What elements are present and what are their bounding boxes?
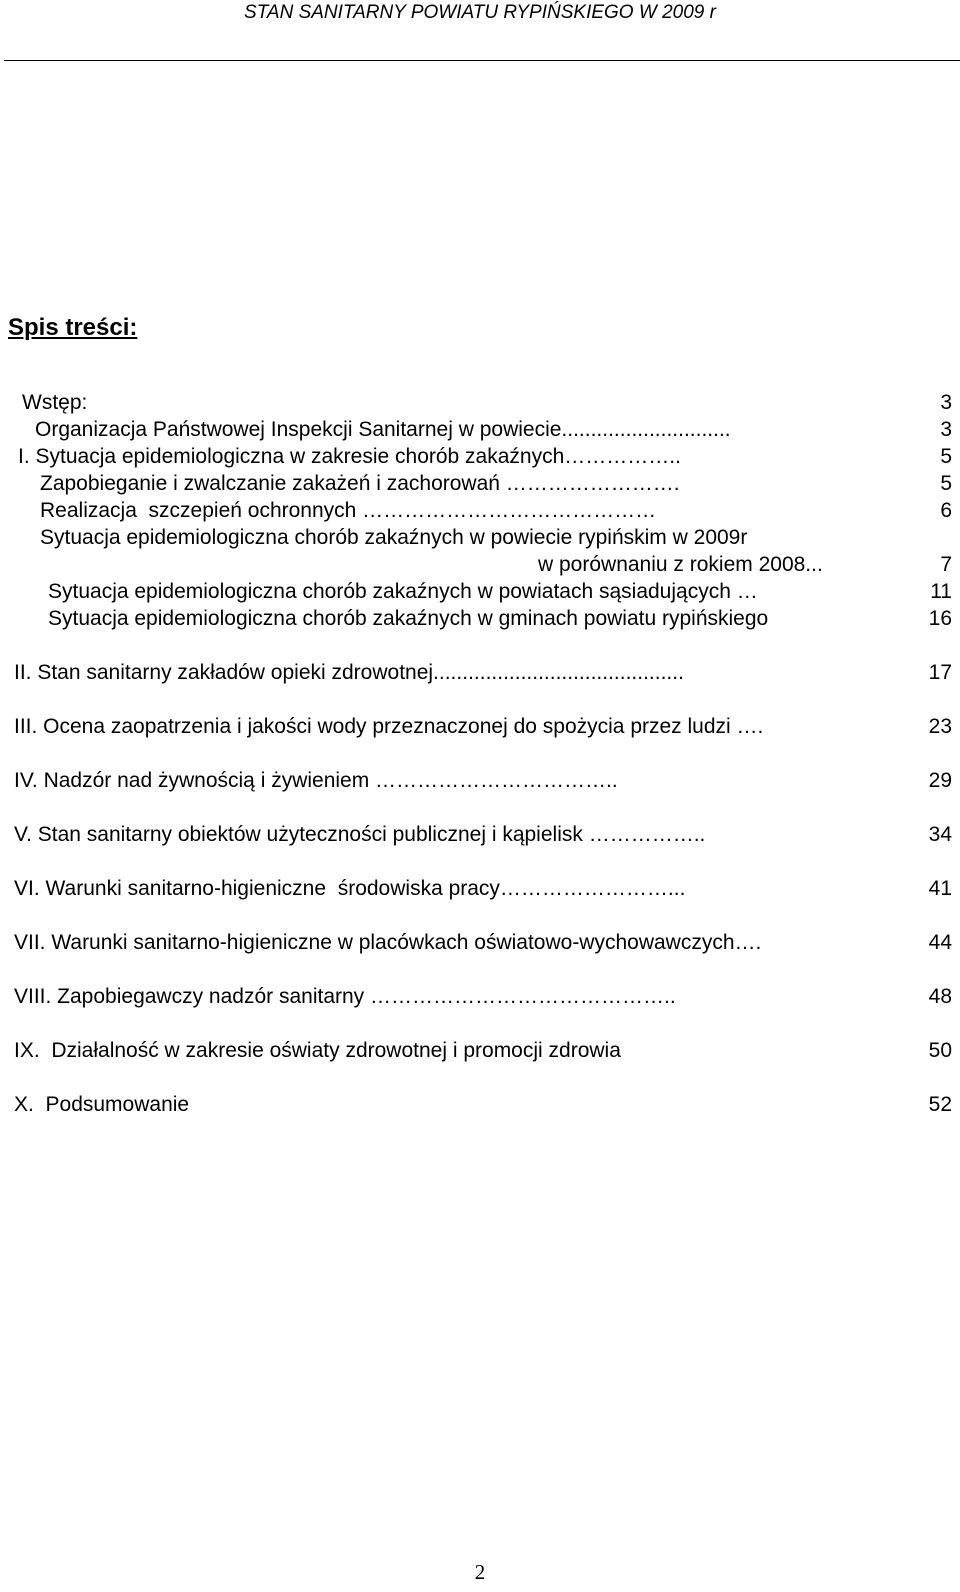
toc-entry-title: VI. Warunki sanitarno-higieniczne środowiska pracy……………………... <box>14 877 686 900</box>
toc-entry-page: 50 <box>928 1039 952 1062</box>
toc-entry-page: 52 <box>928 1093 952 1116</box>
toc-entry-section-9[interactable] <box>0 1039 960 1069</box>
toc-entry-county-situation[interactable] <box>0 526 960 556</box>
toc-entry-page: 41 <box>928 877 952 900</box>
toc-entry-page: 44 <box>928 931 952 954</box>
toc-entry-page: 3 <box>940 391 952 414</box>
toc-entry-title: Sytuacja epidemiologiczna chorób zakaźnych w powiatach sąsiadujących … <box>48 580 758 603</box>
toc-entry-vaccinations[interactable] <box>0 499 960 529</box>
page-number: 2 <box>474 1560 486 1584</box>
toc-entry-page: 29 <box>928 769 952 792</box>
toc-entry-organization[interactable] <box>0 418 960 448</box>
toc-entry-title: Wstęp: <box>22 391 88 414</box>
toc-entry-page: 16 <box>928 607 952 630</box>
toc-entry-title: IV. Nadzór nad żywnością i żywieniem …………………………….. <box>14 769 618 792</box>
toc-entry-title: Zapobieganie i zwalczanie zakażeń i zachorowań ……………………. <box>40 472 680 495</box>
toc-heading: Spis treści: <box>8 314 138 341</box>
toc-entry-page: 34 <box>928 823 952 846</box>
toc-entry-section-5[interactable] <box>0 823 960 853</box>
toc-entry-page: 6 <box>940 499 952 522</box>
toc-entry-county-situation-continued[interactable] <box>0 553 960 583</box>
toc-entry-title: I. Sytuacja epidemiologiczna w zakresie chorób zakaźnych…………….. <box>18 445 681 468</box>
toc-entry-page: 11 <box>930 580 952 603</box>
toc-entry-title: w porównaniu z rokiem 2008... <box>538 553 823 576</box>
toc-entry-section-1[interactable] <box>0 445 960 475</box>
toc-entry-municipalities[interactable] <box>0 607 960 637</box>
toc-entry-section-8[interactable] <box>0 985 960 1015</box>
header-rule <box>4 60 960 61</box>
toc-entry-page: 3 <box>940 418 952 441</box>
toc-entry-prevention[interactable] <box>0 472 960 502</box>
toc-entry-title: V. Stan sanitarny obiektów użyteczności publicznej i kąpielisk …………….. <box>14 823 706 846</box>
toc-entry-section-10[interactable] <box>0 1093 960 1123</box>
toc-entry-title: X. Podsumowanie <box>14 1093 190 1116</box>
toc-entry-title: Sytuacja epidemiologiczna chorób zakaźnych w gminach powiatu rypińskiego <box>48 607 769 630</box>
toc-entry-title: Organizacja Państwowej Inspekcji Sanitarnej w powiecie............................. <box>35 418 731 441</box>
toc-entry-title: Sytuacja epidemiologiczna chorób zakaźnych w powiecie rypińskim w 2009r <box>40 526 748 549</box>
toc-entry-page: 7 <box>940 553 952 576</box>
toc-entry-title: Realizacja szczepień ochronnych …………………………………… <box>40 499 657 522</box>
toc-entry-page: 5 <box>940 445 952 468</box>
toc-entry-page: 5 <box>940 472 952 495</box>
toc-entry-page: 17 <box>928 661 952 684</box>
toc-entry-section-6[interactable] <box>0 877 960 907</box>
toc-entry-introduction[interactable] <box>0 391 960 421</box>
toc-entry-section-3[interactable] <box>0 715 960 745</box>
toc-entry-page: 23 <box>928 715 952 738</box>
toc-entry-title: II. Stan sanitarny zakładów opieki zdrowotnej........................................... <box>14 661 684 684</box>
toc-entry-section-4[interactable] <box>0 769 960 799</box>
toc-entry-neighbouring-counties[interactable] <box>0 580 960 610</box>
toc-entry-title: III. Ocena zaopatrzenia i jakości wody przeznaczonej do spożycia przez ludzi …. <box>14 715 764 738</box>
toc-entry-section-2[interactable] <box>0 661 960 691</box>
toc-entry-page: 48 <box>928 985 952 1008</box>
toc-entry-title: IX. Działalność w zakresie oświaty zdrowotnej i promocji zdrowia <box>14 1039 621 1062</box>
toc-entry-section-7[interactable] <box>0 931 960 961</box>
toc-entry-title: VIII. Zapobiegawczy nadzór sanitarny …………………………………….. <box>14 985 676 1008</box>
toc-entry-title: VII. Warunki sanitarno-higieniczne w placówkach oświatowo-wychowawczych…. <box>14 931 762 954</box>
running-header: STAN SANITARNY POWIATU RYPIŃSKIEGO W 2009 r <box>244 2 716 23</box>
